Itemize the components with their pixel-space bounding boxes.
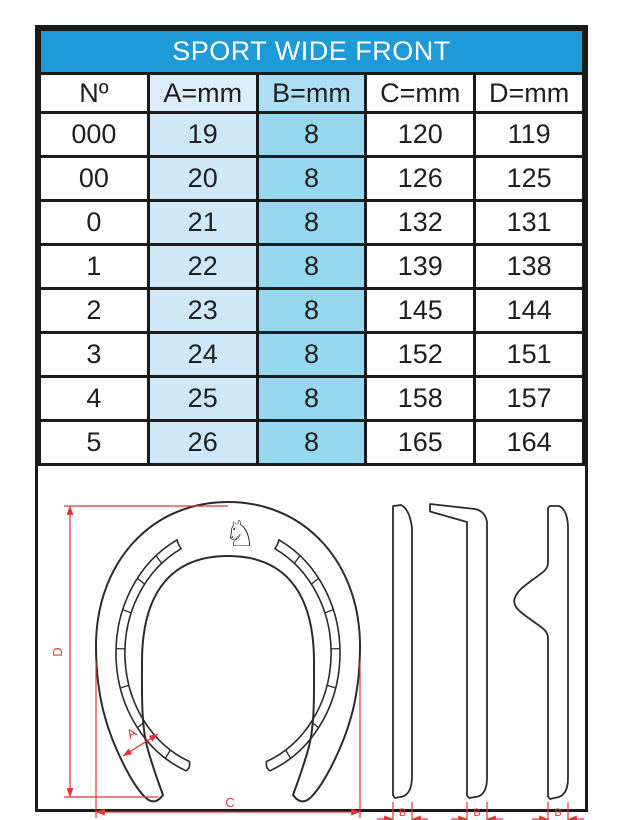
table-cell-c: 145 <box>366 289 475 333</box>
table-cell-size: 000 <box>40 113 149 157</box>
table-cell-size: 1 <box>40 245 149 289</box>
table-cell-size: 3 <box>40 333 149 377</box>
dimension-b1-label: B <box>398 807 407 819</box>
column-header-c: C=mm <box>366 74 475 113</box>
profile-view-toe-clip <box>514 506 568 799</box>
title-row <box>40 30 584 74</box>
table-cell-d: 144 <box>475 289 584 333</box>
profile-view-plain <box>393 505 412 798</box>
table-cell-size: 4 <box>40 377 149 421</box>
table-cell-c: 120 <box>366 113 475 157</box>
table-cell-a: 25 <box>148 377 257 421</box>
table-cell-a: 22 <box>148 245 257 289</box>
dimension-b2-label: B <box>473 807 481 819</box>
table-cell-b: 8 <box>257 421 366 465</box>
table-cell-c: 132 <box>366 201 475 245</box>
table-cell-a: 19 <box>148 113 257 157</box>
dimension-b1 <box>377 802 428 820</box>
technical-drawing <box>38 466 585 820</box>
table-cell-a: 21 <box>148 201 257 245</box>
table-cell-c: 165 <box>366 421 475 465</box>
table-cell-b: 8 <box>257 289 366 333</box>
horse-head-logo: ♘ <box>223 513 257 554</box>
table-row <box>40 245 584 289</box>
profile-view-side-clip <box>430 504 487 798</box>
size-table <box>38 28 585 466</box>
table-cell-d: 151 <box>475 333 584 377</box>
table-cell-b: 8 <box>257 377 366 421</box>
table-cell-c: 139 <box>366 245 475 289</box>
table-cell-d: 119 <box>475 113 584 157</box>
table-cell-size: 00 <box>40 157 149 201</box>
spec-sheet <box>35 25 588 819</box>
table-cell-d: 125 <box>475 157 584 201</box>
table-row <box>40 113 584 157</box>
table-row <box>40 421 584 465</box>
table-cell-b: 8 <box>257 201 366 245</box>
table-cell-a: 26 <box>148 421 257 465</box>
table-row <box>40 377 584 421</box>
table-cell-size: 5 <box>40 421 149 465</box>
dimension-c-label: C <box>225 795 235 810</box>
column-header-d: D=mm <box>475 74 584 113</box>
column-header-b: B=mm <box>257 74 366 113</box>
table-row <box>40 157 584 201</box>
table-cell-c: 126 <box>366 157 475 201</box>
header-row <box>40 74 584 113</box>
table-cell-d: 157 <box>475 377 584 421</box>
table-row <box>40 333 584 377</box>
table-cell-a: 23 <box>148 289 257 333</box>
page-title: SPORT WIDE FRONT <box>40 30 584 74</box>
table-cell-d: 131 <box>475 201 584 245</box>
table-cell-d: 138 <box>475 245 584 289</box>
dimension-b3-label: B <box>554 807 562 819</box>
table-row <box>40 289 584 333</box>
dimension-b3 <box>532 802 584 820</box>
dimension-a-label: A <box>123 724 140 742</box>
dimension-d-label: D <box>50 647 65 657</box>
table-cell-d: 164 <box>475 421 584 465</box>
table-cell-b: 8 <box>257 333 366 377</box>
table-cell-a: 24 <box>148 333 257 377</box>
table-cell-size: 2 <box>40 289 149 333</box>
horseshoe-front-view <box>96 502 360 801</box>
table-cell-a: 20 <box>148 157 257 201</box>
column-header-a: A=mm <box>148 74 257 113</box>
table-cell-c: 158 <box>366 377 475 421</box>
table-cell-b: 8 <box>257 113 366 157</box>
table-cell-c: 152 <box>366 333 475 377</box>
table-cell-size: 0 <box>40 201 149 245</box>
column-header-no: Nº <box>40 74 149 113</box>
technical-drawing-panel <box>38 466 585 820</box>
table-row <box>40 201 584 245</box>
dimension-b2 <box>451 802 503 820</box>
table-cell-b: 8 <box>257 157 366 201</box>
table-cell-b: 8 <box>257 245 366 289</box>
